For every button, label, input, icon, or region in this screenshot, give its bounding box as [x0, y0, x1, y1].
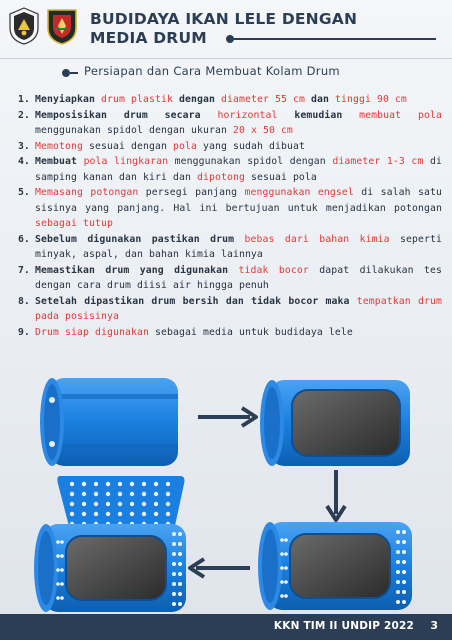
hole-dot — [172, 552, 176, 556]
hole-dot — [172, 572, 176, 576]
highlighted-text: pola — [172, 140, 197, 152]
hole-dot — [82, 502, 86, 506]
step-text-segment: yang sudah dibuat — [196, 140, 305, 152]
step-text — [35, 232, 442, 263]
step-text — [35, 154, 442, 185]
hole-dot — [166, 492, 170, 496]
title-line-2: MEDIA DRUM — [90, 29, 207, 47]
hole-dot — [118, 502, 122, 506]
university-emblem-logo — [6, 6, 42, 46]
hole-dot — [396, 600, 400, 604]
hole-dot — [70, 502, 74, 506]
hole-dot — [56, 596, 60, 600]
highlighted-text: diameter 1-3 cm — [332, 156, 424, 167]
hole-dot — [178, 562, 182, 566]
hole-dot — [106, 512, 110, 516]
highlighted-text: sebagai tutup — [35, 218, 113, 229]
step-number: 6. — [18, 233, 30, 245]
step-text-segment: seperti minyak, aspal, dan bahan kimia lainnya — [35, 233, 442, 260]
step-item — [18, 325, 442, 341]
highlighted-text: membuat pola — [359, 109, 442, 121]
hole-dot — [284, 580, 288, 584]
hole-dot — [280, 594, 284, 598]
hole-dot — [402, 590, 406, 594]
step-text — [35, 185, 442, 232]
hole-dot — [280, 580, 284, 584]
hole-dot — [142, 482, 146, 486]
hole-dot — [106, 482, 110, 486]
hole-dot — [94, 482, 98, 486]
step-text-segment: dengan — [172, 94, 221, 105]
highlighted-text: tempatkan drum pada posisinya — [35, 295, 442, 322]
highlighted-text: tidak bocor — [238, 264, 309, 276]
hole-dot — [166, 512, 170, 516]
hole-dot — [172, 582, 176, 586]
step-text — [35, 294, 442, 325]
highlighted-text: tinggi 90 cm — [334, 94, 407, 105]
hole-dot — [60, 540, 64, 544]
highlighted-text: dipotong — [196, 171, 245, 183]
hole-dot — [56, 582, 60, 586]
hole-dot — [166, 482, 170, 486]
step-number: 9. — [18, 326, 30, 338]
step-text-segment: kemudian — [277, 109, 360, 121]
step-item — [18, 139, 442, 155]
page-number: 3 — [430, 619, 438, 632]
page-footer — [0, 614, 452, 640]
step-text-segment: sesuai pola — [244, 171, 317, 183]
step-text-segment: Membuat — [35, 156, 84, 167]
step-item — [18, 232, 442, 263]
hole-dot — [396, 570, 400, 574]
hole-dot — [402, 550, 406, 554]
hole-dot — [118, 482, 122, 486]
step-number: 4. — [18, 156, 30, 167]
hole-dot — [94, 512, 98, 516]
hole-dot — [178, 532, 182, 536]
hole-dot — [130, 482, 134, 486]
section-subtitle: Persiapan dan Cara Membuat Kolam Drum — [84, 64, 340, 78]
step-text-segment: di samping kanan dan kiri dan — [35, 156, 442, 183]
step-text-segment: sesuai dengan — [83, 140, 173, 152]
regional-shield-logo — [44, 6, 80, 46]
hole-dot — [402, 540, 406, 544]
hole-dot — [178, 592, 182, 596]
hole-dot — [280, 538, 284, 542]
hole-dot — [70, 492, 74, 496]
step-text-segment: Memastikan drum yang digunakan — [35, 264, 239, 276]
hole-dot — [166, 502, 170, 506]
highlighted-text: Memotong — [35, 140, 83, 152]
step-item — [18, 263, 442, 294]
hole-dot — [402, 560, 406, 564]
hole-dot — [154, 502, 158, 506]
highlighted-text: Memasang potongan — [35, 187, 139, 198]
drum-with-holes-icon — [254, 520, 416, 612]
hole-dot — [172, 602, 176, 606]
hole-dot — [154, 492, 158, 496]
hole-dot — [172, 542, 176, 546]
step-text — [35, 139, 442, 155]
hole-dot — [82, 512, 86, 516]
header-divider — [0, 58, 452, 59]
step-number: 7. — [18, 264, 30, 276]
step-text-segment: dapat dilakukan tes dengan cara drum diisi air hingga penuh — [35, 264, 442, 291]
step-text — [35, 92, 442, 108]
hole-dot — [142, 502, 146, 506]
step-text-segment: di salah satu sisinya yang panjang. Hal ini bertujuan untuk menjadikan potongan — [35, 187, 442, 214]
step-text-segment: menggunakan spidol dengan ukuran — [35, 125, 233, 136]
step-text-segment: Menyiapkan — [35, 94, 101, 105]
hole-dot — [130, 502, 134, 506]
hole-dot — [56, 568, 60, 572]
step-text-segment: menggunakan spidol dengan — [168, 156, 333, 167]
step-number: 8. — [18, 295, 30, 307]
highlighted-text: menggunakan engsel — [244, 187, 354, 198]
highlighted-text: drum plastik — [100, 94, 173, 105]
step-number: 1. — [18, 94, 30, 105]
arrow-right-icon — [196, 405, 260, 429]
step-item — [18, 92, 442, 108]
hole-dot — [60, 568, 64, 572]
hole-dot — [118, 492, 122, 496]
step-text-segment: Setelah dipastikan drum bersih dan tidak bocor maka — [35, 295, 357, 307]
hole-dot — [60, 596, 64, 600]
hole-dot — [178, 572, 182, 576]
hole-dot — [178, 552, 182, 556]
hole-dot — [402, 530, 406, 534]
hole-dot — [280, 552, 284, 556]
hole-dot — [178, 602, 182, 606]
step-text-segment: Sebelum digunakan pastikan drum — [35, 233, 245, 245]
hole-dot — [284, 552, 288, 556]
hole-dot — [284, 594, 288, 598]
hole-dot — [56, 540, 60, 544]
drum-with-window-icon — [256, 376, 416, 470]
hole-dot — [284, 538, 288, 542]
title-accent-line — [232, 38, 436, 40]
steps-list — [18, 92, 442, 340]
step-number: 3. — [18, 140, 30, 152]
hole-dot — [142, 492, 146, 496]
hole-dot — [154, 482, 158, 486]
step-number: 5. — [18, 187, 30, 198]
hole-dot — [106, 492, 110, 496]
step-number: 2. — [18, 109, 30, 121]
step-item — [18, 185, 442, 232]
hole-dot — [396, 560, 400, 564]
hole-dot — [178, 542, 182, 546]
hole-dot — [172, 532, 176, 536]
step-text — [35, 325, 442, 341]
hole-dot — [172, 562, 176, 566]
hole-dot — [60, 554, 64, 558]
hole-dot — [130, 492, 134, 496]
hole-dot — [172, 592, 176, 596]
step-item — [18, 154, 442, 185]
step-item — [18, 108, 442, 139]
hole-dot — [284, 566, 288, 570]
highlighted-text: Drum siap digunakan — [35, 326, 149, 338]
hole-dot — [396, 540, 400, 544]
step-text-segment: dan — [304, 94, 335, 105]
heading-bullet-line — [70, 72, 78, 74]
step-text — [35, 263, 442, 294]
hole-dot — [402, 600, 406, 604]
step-text — [35, 108, 442, 139]
hole-dot — [396, 590, 400, 594]
hole-dot — [402, 570, 406, 574]
highlighted-text: diameter 55 cm — [220, 94, 305, 105]
hole-dot — [56, 554, 60, 558]
section-heading — [62, 64, 392, 82]
drum-with-open-lid-icon — [30, 474, 190, 614]
step-item — [18, 294, 442, 325]
hole-dot — [60, 582, 64, 586]
hole-dot — [106, 502, 110, 506]
hole-dot — [396, 550, 400, 554]
highlighted-text: pola lingkaran — [83, 156, 169, 167]
hole-dot — [130, 512, 134, 516]
step-text-segment: sebagai media untuk budidaya lele — [148, 326, 353, 338]
hole-dot — [94, 492, 98, 496]
hole-dot — [82, 492, 86, 496]
hole-dot — [178, 582, 182, 586]
footer-label: KKN TIM II UNDIP 2022 — [273, 620, 414, 632]
page-title — [90, 10, 430, 48]
hole-dot — [70, 512, 74, 516]
hole-dot — [280, 566, 284, 570]
hole-dot — [396, 530, 400, 534]
page-header — [0, 0, 452, 62]
highlighted-text: 20 x 50 cm — [232, 125, 293, 136]
drum-whole-icon — [34, 372, 186, 472]
hole-dot — [402, 580, 406, 584]
hole-dot — [82, 482, 86, 486]
highlighted-text: horizontal — [217, 109, 278, 121]
arrow-left-icon — [186, 556, 252, 580]
step-text-segment: persegi panjang — [138, 187, 245, 198]
hole-dot — [94, 502, 98, 506]
hole-dot — [142, 512, 146, 516]
arrow-down-icon — [324, 468, 348, 524]
highlighted-text: bebas dari bahan kimia — [244, 233, 390, 245]
hole-dot — [396, 580, 400, 584]
hole-dot — [154, 512, 158, 516]
title-line-1: BUDIDAYA IKAN LELE DENGAN — [90, 10, 358, 28]
heading-bullet-dot — [62, 69, 70, 77]
hole-dot — [70, 482, 74, 486]
step-text-segment: Memposisikan drum secara — [35, 109, 218, 121]
hole-dot — [118, 512, 122, 516]
